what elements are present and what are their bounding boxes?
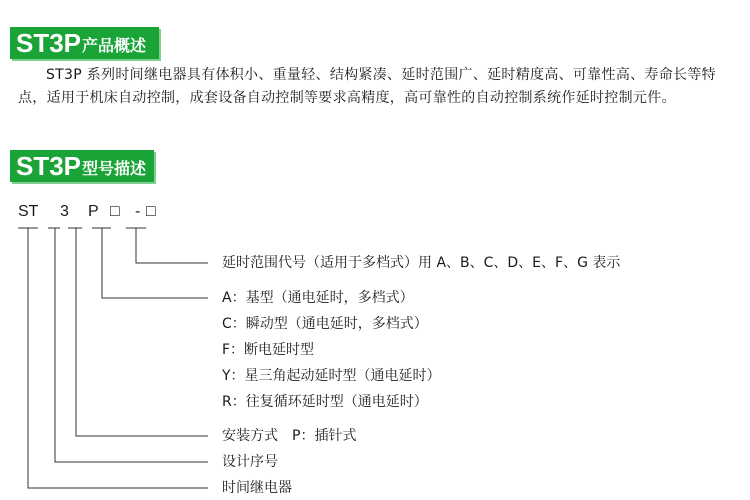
overview-paragraph: ST3P 系列时间继电器具有体积小、重量轻、结构紧凑、延时范围广、延时精度高、可靠性高、寿命长等特点，适用于机床自动控制，成套设备自动控制等要求高精度，高可靠性的自动控制系统作延时控制元件。 (18, 67, 716, 106)
label-type-y: Y：星三角起动延时型（通电延时） (222, 368, 441, 384)
code-box1: □ (110, 203, 120, 220)
heading-text: 型号描述 (82, 159, 147, 178)
label-type-f: F：断电延时型 (222, 342, 315, 358)
label-design: 设计序号 (222, 454, 278, 470)
code-dash: - (135, 203, 141, 220)
label-relay: 时间继电器 (222, 480, 292, 496)
label-type-a: A：基型（通电延时，多档式） (222, 290, 414, 306)
label-type-c: C：瞬动型（通电延时，多档式） (222, 316, 428, 332)
heading-text: 产品概述 (82, 36, 147, 55)
label-type-r: R：往复循环延时型（通电延时） (222, 394, 428, 410)
heading-model: ST3P (16, 151, 82, 181)
label-range: 延时范围代号（适用于多档式）用 A、B、C、D、E、F、G 表示 (222, 255, 621, 271)
code-st: ST (18, 203, 39, 220)
code-p: P (88, 203, 99, 220)
label-mount: 安装方式 P：插针式 (222, 428, 357, 444)
heading-model: ST3P (16, 28, 82, 58)
code-box2: □ (146, 203, 156, 220)
code-3: 3 (60, 203, 69, 220)
